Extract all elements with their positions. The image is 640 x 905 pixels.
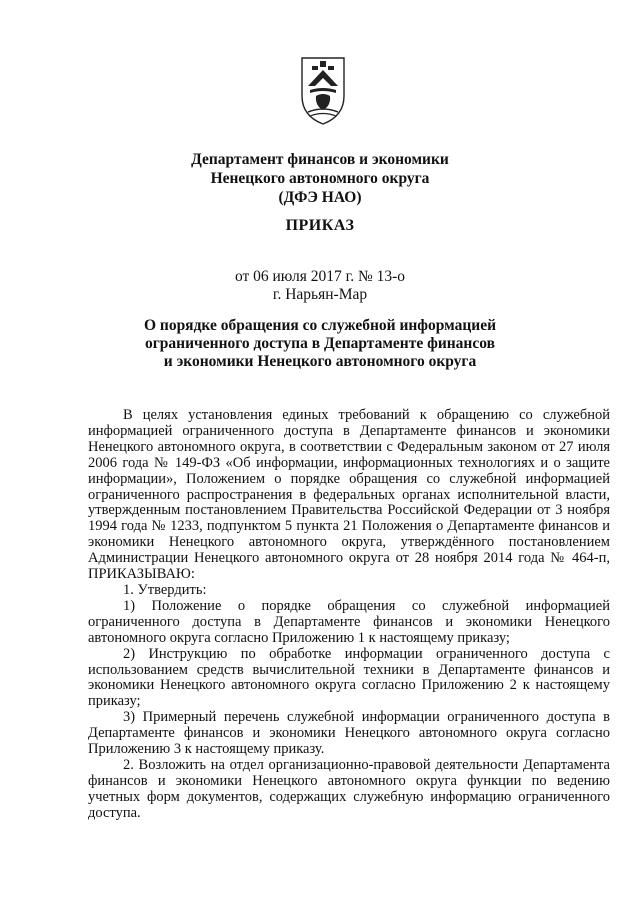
coat-of-arms-icon: [298, 56, 348, 126]
document-subject: [0, 317, 640, 371]
org-line-2: Ненецкого автономного округа: [210, 170, 430, 187]
paragraph-item-1: 1. Утвердить:: [123, 581, 207, 598]
paragraph-subitem-2: 2) Инструкцию по обработке информации ограниченного доступа с использованием средств вычислительной техники в Департаменте финансов и экономики Ненецкого автономного округа согласно Приложению 2 к настоящему приказу;: [88, 645, 610, 710]
document-type: ПРИКАЗ: [285, 217, 355, 234]
document-body: [88, 408, 610, 822]
paragraph-subitem-3: 3) Примерный перечень служебной информации ограниченного доступа в Департаменте финансов и экономики Ненецкого автономного округа согласно Приложению 3 к настоящему приказу.: [88, 709, 610, 758]
organization-name: [0, 150, 640, 207]
paragraph-subitem-1: 1) Положение о порядке обращения со служебной информацией ограниченного доступа в Департаменте финансов и экономики Ненецкого автономного округа согласно Приложению 1 к настоящему приказу;: [88, 597, 610, 646]
subject-line-2: ограниченного доступа в Департаменте финансов: [145, 335, 495, 352]
org-line-1: Департамент финансов и экономики: [191, 151, 449, 168]
city: г. Нарьян-Мар: [272, 286, 368, 303]
subject-line-1: О порядке обращения со служебной информацией: [143, 317, 497, 334]
paragraph-preamble: В целях установления единых требований к обращению со служебной информацией ограниченного доступа в Департаменте финансов и экономики Ненецкого автономного округа, в соответствии с Федеральным законом от 27 июля 2006 года № 149-ФЗ «Об информации, информационных технологиях и о защите информации», Положением о порядке обращения со служебной информацией ограниченного распространения в федеральных органах исполнительной власти, утвержденным постановлением Правительства Российской Федерации от 3 ноября 1994 года № 1233, подпунктом 5 пункта 21 Положения о Департаменте финансов и экономики Ненецкого автономного округа, утверждённого постановлением Администрации Ненецкого автономного округа от 28 ноября 2014 года № 464-п, ПРИКАЗЫВАЮ:: [88, 407, 610, 583]
date-number: от 06 июля 2017 г. № 13-о: [234, 268, 406, 285]
paragraph-item-2: 2. Возложить на отдел организационно-правовой деятельности Департамента финансов и экономики Ненецкого автономного округа функции по ведению учетных форм документов, содержащих служебную информацию ограниченного доступа.: [88, 756, 610, 821]
document-meta: [0, 268, 640, 304]
subject-line-3: и экономики Ненецкого автономного округа: [163, 353, 477, 370]
org-line-3: (ДФЭ НАО): [278, 189, 362, 206]
